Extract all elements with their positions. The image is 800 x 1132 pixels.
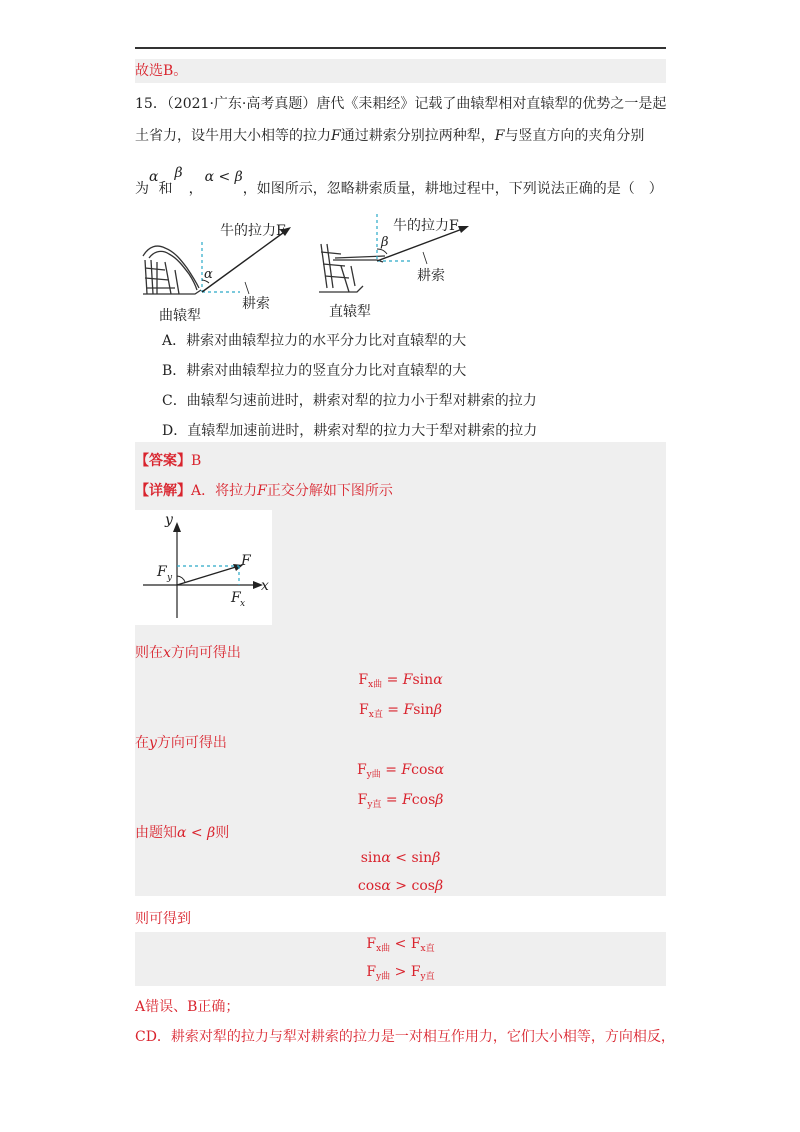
straight-force-label: 牛的拉力F bbox=[393, 218, 459, 234]
label-x: x bbox=[261, 578, 269, 594]
answer-value: B bbox=[191, 453, 202, 469]
decomposition-figure bbox=[135, 510, 272, 625]
ab-conclusion: A错误、B正确； bbox=[135, 999, 240, 1015]
curved-caption: 曲辕犁 bbox=[159, 308, 201, 323]
result-2: $F_{y曲} > F_{y直}$ bbox=[366, 964, 435, 982]
label-Fx-sub: x bbox=[240, 599, 246, 609]
label-Fy-sub: y bbox=[167, 573, 173, 583]
equation-4: $F_{y直} = Fcos\beta$ bbox=[357, 792, 444, 810]
inequality-1: sinα < sinβ bbox=[360, 850, 441, 866]
equation-1: $F_{x曲} = Fsin\alpha$ bbox=[358, 672, 443, 690]
option-b: B．耕索对曲辕犁拉力的竖直分力比对直辕犁的大 bbox=[162, 363, 467, 379]
straight-angle-label: β bbox=[381, 235, 389, 250]
known-condition-line: 由题知α < β则 bbox=[135, 825, 230, 841]
straight-caption: 直辕犁 bbox=[329, 304, 371, 320]
force-vector bbox=[177, 566, 239, 585]
option-c: C．曲辕犁匀速前进时，耕索对犁的拉力小于犁对耕索的拉力 bbox=[162, 393, 537, 409]
x-direction-line: 则在x方向可得出 bbox=[135, 645, 241, 661]
option-a: A．耕索对曲辕犁拉力的水平分力比对直辕犁的大 bbox=[162, 333, 467, 349]
question-line-2: 土省力，设牛用大小相等的拉力F通过耕索分别拉两种犁，F与竖直方向的夹角分别 bbox=[135, 128, 645, 144]
question-number: 15． bbox=[135, 96, 167, 112]
angle-arc bbox=[177, 576, 185, 582]
curved-rope-label: 耕索 bbox=[242, 296, 270, 312]
curved-rope-pointer bbox=[245, 282, 249, 294]
straight-plough-drawing bbox=[319, 244, 385, 292]
y-direction-line: 在y方向可得出 bbox=[135, 735, 227, 751]
label-Fy: F bbox=[157, 564, 167, 580]
curved-angle-label: α bbox=[204, 267, 213, 282]
then-line: 则可得到 bbox=[135, 911, 191, 927]
straight-rope-label: 耕索 bbox=[417, 268, 445, 284]
prev-conclusion: 故选B。 bbox=[135, 59, 666, 83]
equation-2: $F_{x直} = Fsin\beta$ bbox=[359, 702, 442, 720]
y-axis-arrow bbox=[173, 522, 181, 532]
top-rule bbox=[135, 47, 666, 49]
label-y: y bbox=[165, 512, 173, 528]
question-line-1: 15．（2021·广东·高考真题）唐代《耒耜经》记载了曲辕犁相对直辕犁的优势之一是起 bbox=[135, 96, 667, 112]
curved-force-label: 牛的拉力F bbox=[220, 223, 286, 239]
answer-tag: 【答案】 bbox=[135, 453, 191, 469]
curved-plough-drawing bbox=[143, 246, 201, 294]
detail-line: 【详解】A．将拉力F正交分解如下图所示 bbox=[135, 483, 393, 499]
result-1: $F_{x曲} < F_{x直}$ bbox=[366, 936, 435, 954]
label-F: F bbox=[241, 553, 251, 569]
detail-tag: 【详解】 bbox=[135, 483, 191, 499]
answer-line bbox=[135, 450, 201, 470]
straight-rope-pointer bbox=[423, 252, 427, 264]
straight-plough-arrowhead bbox=[458, 226, 469, 233]
label-Fx: F bbox=[231, 590, 241, 606]
question-line-3: 为α和β，α < β，如图所示，忽略耕索质量，耕地过程中，下列说法正确的是（ ） bbox=[135, 165, 663, 197]
inequality-2: cosα > cosβ bbox=[357, 878, 444, 894]
equation-3: $F_{y曲} = Fcos\alpha$ bbox=[356, 762, 445, 780]
curved-plough-rope bbox=[202, 230, 287, 292]
option-d: D．直辕犁加速前进时，耕索对犁的拉力大于犁对耕索的拉力 bbox=[162, 423, 538, 439]
cd-explanation: CD．耕索对犁的拉力与犁对耕索的拉力是一对相互作用力，它们大小相等，方向相反， bbox=[135, 1029, 675, 1045]
plough-figure bbox=[135, 208, 490, 323]
